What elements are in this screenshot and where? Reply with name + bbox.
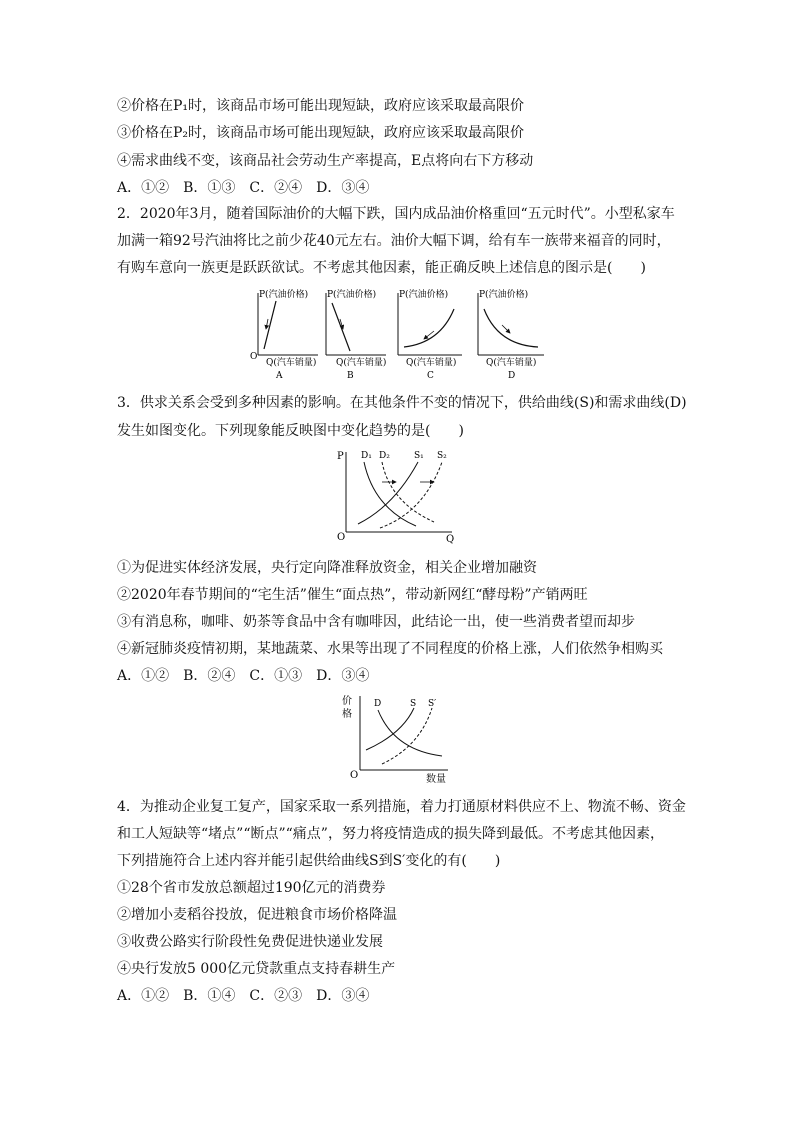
q2-stem-line-1: 2．2020年3月，随着国际油价的大幅下跌，国内成品油价格重回“五元时代”。小型私家车 xyxy=(117,206,675,222)
q2-stem-line-3: 有购车意向一族更是跃跃欲试。不考虑其他因素，能正确反映上述信息的图示是( ) xyxy=(117,260,646,276)
q4-option-1: ①28个省市发放总额超过190亿元的消费券 xyxy=(117,880,386,896)
q2-c-ylabel: P(汽油价格) xyxy=(399,290,449,300)
q2-graph-d xyxy=(478,288,544,381)
q2-b-ylabel: P(汽油价格) xyxy=(327,290,377,300)
q4-stem-line-2: 和工人短缺等“堵点”“断点”“痛点”，努力将疫情造成的损失降到最低。不考虑其他因素， xyxy=(117,826,664,842)
q3-p-label: P xyxy=(337,451,344,462)
q4-o-label: O xyxy=(350,770,359,781)
q3-d1-label: D₁ xyxy=(361,451,372,461)
q1-option-4: ④需求曲线不变，该商品社会劳动生产率提高，E点将向右下方移动 xyxy=(117,153,534,169)
q3-s1-label: S₁ xyxy=(414,451,424,461)
q4-x-label: 数量 xyxy=(426,774,446,785)
q2-a-xlabel: Q(汽车销量) xyxy=(266,358,317,368)
q1-option-2: ②价格在P₁时，该商品市场可能出现短缺，政府应该采取最高限价 xyxy=(117,98,525,114)
q3-choices: A．①② B．②④ C．①③ D．③④ xyxy=(117,668,370,684)
q2-b-xlabel: Q(汽车销量) xyxy=(336,358,387,368)
q2-stem-line-2: 加满一箱92号汽油将比之前少花40元左右。油价大幅下调，给有车一族带来福音的同时， xyxy=(117,233,671,249)
q2-a-origin: O xyxy=(250,352,258,362)
q4-choices: A．①② B．①④ C．②③ D．③④ xyxy=(117,988,370,1004)
q3-option-2: ②2020年春节期间的“宅生活”催生“面点热”，带动新网红“酵母粉”产销两旺 xyxy=(117,587,588,603)
q3-stem-line-2: 发生如图变化。下列现象能反映图中变化趋势的是( ) xyxy=(117,423,464,439)
q4-s-label: S xyxy=(410,699,417,709)
q4-s-prime-label: S′ xyxy=(428,699,437,709)
q2-graphs xyxy=(240,285,560,385)
q3-s2-label: S₂ xyxy=(437,451,447,461)
q3-option-4: ④新冠肺炎疫情初期，某地蔬菜、水果等出现了不同程度的价格上涨，人们依然争相购买 xyxy=(117,641,663,657)
q4-option-4: ④央行发放5 000亿元贷款重点支持春耕生产 xyxy=(117,961,396,977)
q2-a-label: A xyxy=(276,371,283,381)
q1-choices: A．①② B．①③ C．②④ D．③④ xyxy=(117,180,370,196)
q4-option-2: ②增加小麦稻谷投放，促进粮食市场价格降温 xyxy=(117,907,397,923)
q2-d-label: D xyxy=(508,371,516,381)
q2-c-label: C xyxy=(427,371,434,381)
q3-graph xyxy=(334,446,464,546)
q2-d-xlabel: Q(汽车销量) xyxy=(486,358,537,368)
q3-q-label: Q xyxy=(446,534,455,545)
q2-b-label: B xyxy=(347,371,354,381)
q4-y-label-1: 价 xyxy=(342,696,352,707)
q4-option-3: ③收费公路实行阶段性免费促进快递业发展 xyxy=(117,934,383,950)
q2-graph-a xyxy=(250,288,318,381)
q2-graph-b xyxy=(326,288,386,381)
q2-c-xlabel: Q(汽车销量) xyxy=(406,358,457,368)
q2-a-ylabel: P(汽油价格) xyxy=(259,290,309,300)
q2-graph-c xyxy=(398,288,462,381)
q1-option-3: ③价格在P₂时，该商品市场可能出现短缺，政府应该采取最高限价 xyxy=(117,125,525,141)
q3-o-label: O xyxy=(337,532,346,543)
q4-stem-line-3: 下列措施符合上述内容并能引起供给曲线S到S′变化的有( ) xyxy=(117,853,501,869)
q4-d-label: D xyxy=(374,699,382,709)
q3-option-3: ③有消息称，咖啡、奶茶等食品中含有咖啡因，此结论一出，使一些消费者望而却步 xyxy=(117,614,635,630)
q3-stem-line-1: 3．供求关系会受到多种因素的影响。在其他条件不变的情况下，供给曲线(S)和需求曲线(D) xyxy=(117,395,687,411)
q3-option-1: ①为促进实体经济发展，央行定向降准释放资金，相关企业增加融资 xyxy=(117,560,537,576)
q2-d-ylabel: P(汽油价格) xyxy=(479,290,529,300)
q4-y-label-2: 格 xyxy=(342,709,352,720)
q4-graph xyxy=(338,690,458,786)
q3-d2-label: D₂ xyxy=(379,451,390,461)
q4-stem-line-1: 4．为推动企业复工复产，国家采取一系列措施，着力打通原材料供应不上、物流不畅、资金 xyxy=(117,799,686,815)
